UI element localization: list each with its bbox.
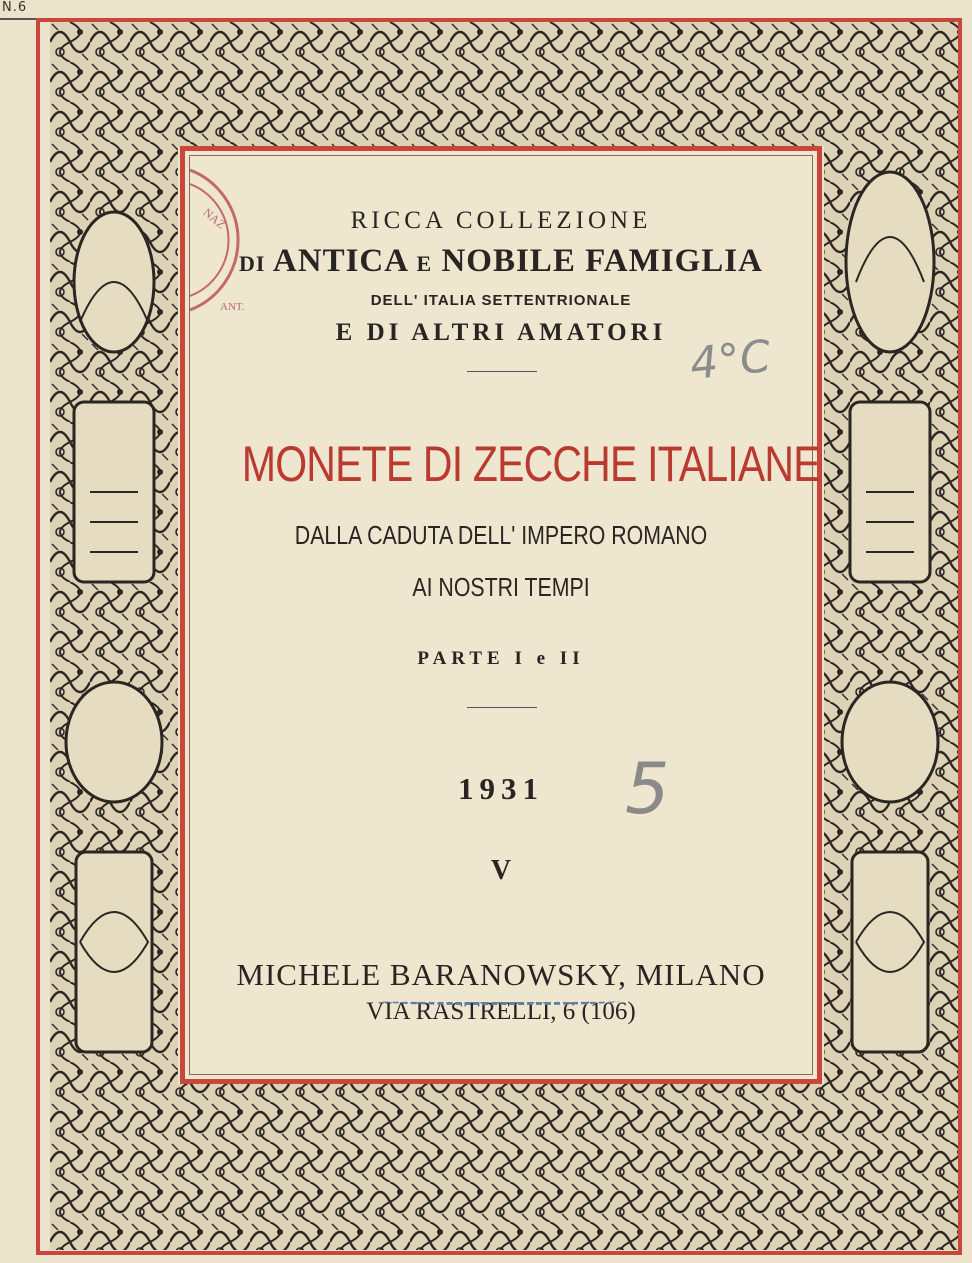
title-content <box>185 151 820 1079</box>
pencil-note-1: 4°C <box>687 330 774 391</box>
header-line-1: RICCA COLLEZIONE <box>350 207 652 234</box>
header-e: E <box>416 251 433 276</box>
volume-number: V <box>490 855 512 886</box>
pencil-note-2: 5 <box>625 748 670 830</box>
divider-rule-2 <box>467 707 537 708</box>
svg-text:NAZ: NAZ <box>200 205 229 232</box>
parts-label: PARTE I e II <box>417 648 585 669</box>
header-antica: ANTICA <box>272 243 408 279</box>
publication-year: 1931 <box>458 771 544 806</box>
publisher-address: VIA RASTRELLI, 6 (106) <box>366 998 636 1025</box>
shelfmark-label: N.6 <box>0 0 62 20</box>
header-nobile-famiglia: NOBILE FAMIGLIA <box>441 243 763 279</box>
header-line-4: E DI ALTRI AMATORI <box>335 319 667 346</box>
divider-rule-1 <box>467 371 537 372</box>
subtitle-line-2: AI NOSTRI TEMPI <box>412 572 590 602</box>
header-line-3: DELL' ITALIA SETTENTRIONALE <box>370 292 632 309</box>
pencil-underline <box>380 996 620 1005</box>
svg-text:ANT.: ANT. <box>220 301 245 313</box>
header-di: DI <box>239 251 266 276</box>
subtitle-line-1: DALLA CADUTA DELL' IMPERO ROMANO <box>294 520 708 550</box>
main-title: MONETE DI ZECCHE ITALIANE <box>241 436 820 492</box>
header-line-2 <box>185 243 817 280</box>
publisher-name: MICHELE BARANOWSKY, MILANO <box>236 957 766 992</box>
